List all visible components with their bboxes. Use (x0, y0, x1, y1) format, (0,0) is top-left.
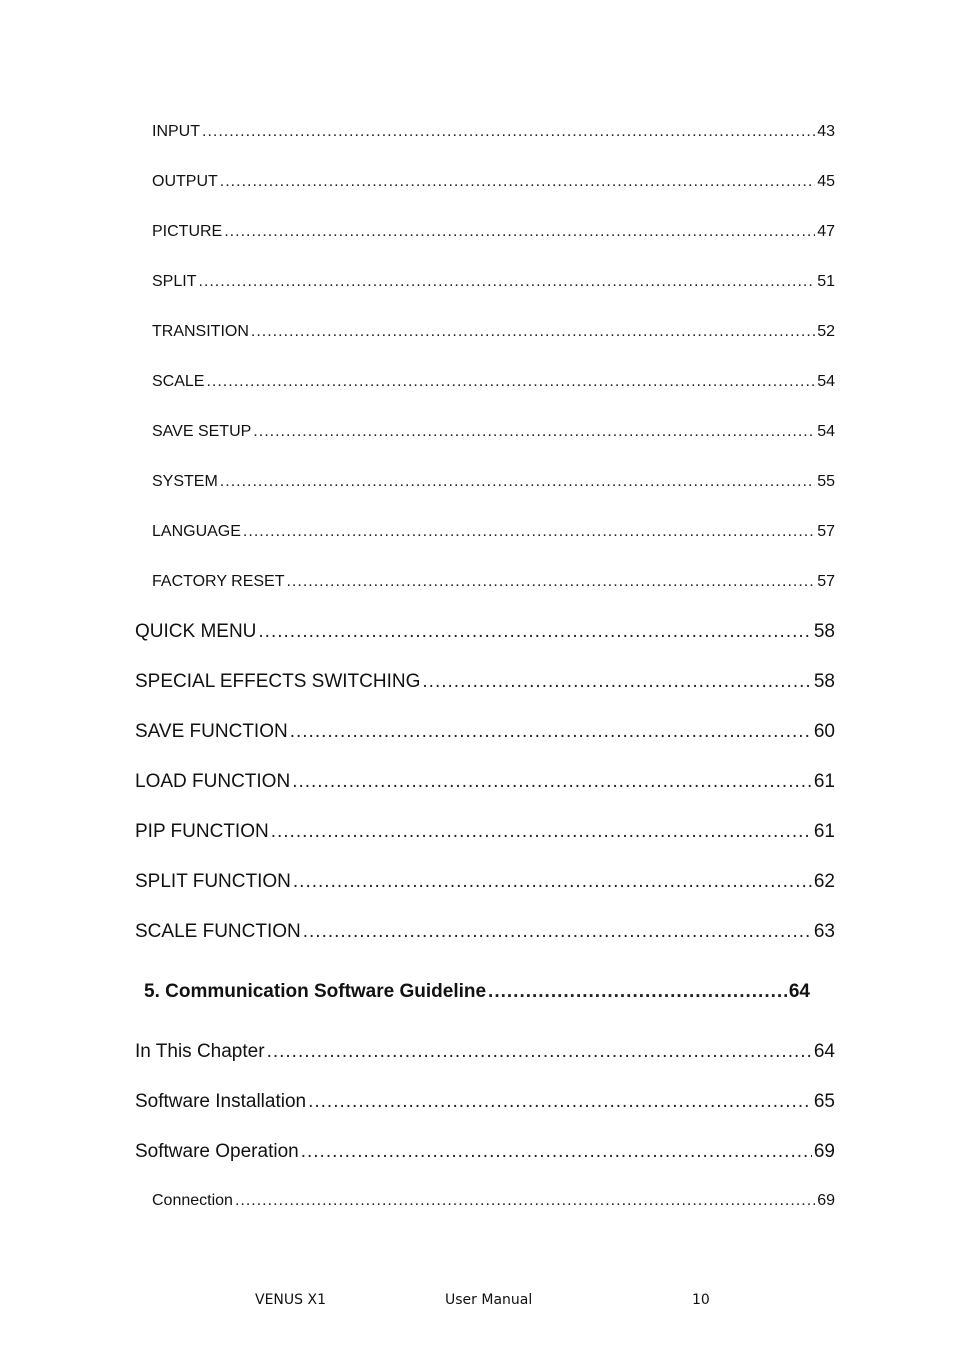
footer-document-title: User Manual (445, 1292, 533, 1308)
toc-entry-page: 57 (817, 573, 835, 590)
toc-entry-label: SPLIT (152, 273, 197, 290)
toc-leader-dots (253, 423, 815, 441)
toc-leader-dots (308, 1091, 812, 1113)
toc-entry-label: Software Operation (135, 1141, 299, 1162)
toc-entry-label: SCALE (152, 373, 205, 390)
toc-leader-dots (286, 573, 815, 591)
toc-entry-label: 5. Communication Software Guideline (144, 981, 487, 1002)
toc-entry-page: 54 (817, 373, 835, 390)
toc-leader-dots (271, 821, 812, 843)
toc-entry-page: 57 (817, 523, 835, 540)
toc-entry-label: LANGUAGE (152, 523, 241, 540)
toc-entry-scale-function[interactable] (135, 921, 835, 943)
toc-entry-page: 43 (817, 123, 835, 140)
toc-leader-dots (220, 473, 815, 491)
toc-entry-scale[interactable] (152, 373, 835, 391)
toc-leader-dots (202, 123, 815, 141)
toc-entry-page: 55 (817, 473, 835, 490)
toc-entry-language[interactable] (152, 523, 835, 541)
toc-leader-dots (267, 1041, 812, 1063)
toc-leader-dots (224, 223, 815, 241)
toc-entry-page: 47 (817, 223, 835, 240)
toc-entry-page: 51 (817, 273, 835, 290)
toc-entry-label: SAVE SETUP (152, 423, 252, 440)
toc-entry-split[interactable] (152, 273, 835, 291)
toc-entry-factory-reset[interactable] (152, 573, 835, 591)
toc-entry-page: 61 (813, 821, 835, 842)
toc-leader-dots (290, 721, 812, 743)
toc-entry-save-setup[interactable] (152, 423, 835, 441)
toc-entry-label: SYSTEM (152, 473, 218, 490)
toc-entry-label: FACTORY RESET (152, 573, 285, 590)
toc-entry-label: INPUT (152, 123, 200, 140)
toc-entry-label: SPLIT FUNCTION (135, 871, 291, 892)
toc-leader-dots (258, 621, 811, 643)
toc-entry-label: SCALE FUNCTION (135, 921, 301, 942)
toc-entry-label: PIP FUNCTION (135, 821, 269, 842)
toc-leader-dots (243, 523, 815, 541)
toc-entry-page: 65 (813, 1091, 835, 1112)
toc-entry-input[interactable] (152, 123, 835, 141)
toc-entry-label: QUICK MENU (135, 621, 257, 642)
toc-entry-output[interactable] (152, 173, 835, 191)
toc-leader-dots (251, 323, 815, 341)
toc-leader-dots (220, 173, 815, 191)
toc-entry-label: Connection (152, 1192, 233, 1209)
toc-entry-page: 60 (813, 721, 835, 742)
toc-entry-page: 58 (813, 621, 835, 642)
toc-entry-page: 58 (813, 671, 835, 692)
toc-entry-label: SAVE FUNCTION (135, 721, 288, 742)
toc-entry-label: TRANSITION (152, 323, 249, 340)
toc-entry-label: Software Installation (135, 1091, 307, 1112)
toc-leader-dots (292, 771, 812, 793)
toc-entry-label: SPECIAL EFFECTS SWITCHING (135, 671, 421, 692)
toc-entry-label: In This Chapter (135, 1041, 265, 1062)
toc-entry-page: 54 (817, 423, 835, 440)
toc-entry-page: 61 (813, 771, 835, 792)
footer-page-number: 10 (692, 1292, 710, 1308)
toc-entry-system[interactable] (152, 473, 835, 491)
toc-entry-page: 52 (817, 323, 835, 340)
toc-entry-transition[interactable] (152, 323, 835, 341)
footer-product-name: VENUS X1 (255, 1292, 326, 1308)
toc-entry-label: LOAD FUNCTION (135, 771, 291, 792)
toc-leader-dots (235, 1192, 815, 1210)
toc-entry-page: 69 (817, 1192, 835, 1209)
toc-entry-quick-menu[interactable] (135, 621, 835, 643)
toc-leader-dots (206, 373, 815, 391)
toc-leader-dots (293, 871, 812, 893)
toc-entry-software-operation[interactable] (135, 1141, 835, 1163)
toc-entry-page: 64 (813, 1041, 835, 1062)
toc-entry-software-installation[interactable] (135, 1091, 835, 1113)
toc-entry-picture[interactable] (152, 223, 835, 241)
toc-leader-dots (198, 273, 815, 291)
toc-leader-dots (422, 671, 811, 693)
toc-entry-in-this-chapter[interactable] (135, 1041, 835, 1063)
toc-entry-load-function[interactable] (135, 771, 835, 793)
toc-entry-special-effects-switching[interactable] (135, 671, 835, 693)
toc-entry-page: 69 (813, 1141, 835, 1162)
toc-entry-page: 45 (817, 173, 835, 190)
toc-entry-connection[interactable] (152, 1192, 835, 1210)
toc-entry-page: 64 (788, 981, 810, 1002)
toc-entry-save-function[interactable] (135, 721, 835, 743)
toc-entry-split-function[interactable] (135, 871, 835, 893)
toc-entry-pip-function[interactable] (135, 821, 835, 843)
toc-entry-page: 63 (813, 921, 835, 942)
toc-leader-dots (301, 1141, 812, 1163)
toc-entry-page: 62 (813, 871, 835, 892)
toc-leader-dots (488, 981, 787, 1003)
toc-entry-label: PICTURE (152, 223, 223, 240)
toc-chapter-communication-software[interactable] (144, 981, 810, 1003)
toc-leader-dots (303, 921, 812, 943)
toc-entry-label: OUTPUT (152, 173, 218, 190)
